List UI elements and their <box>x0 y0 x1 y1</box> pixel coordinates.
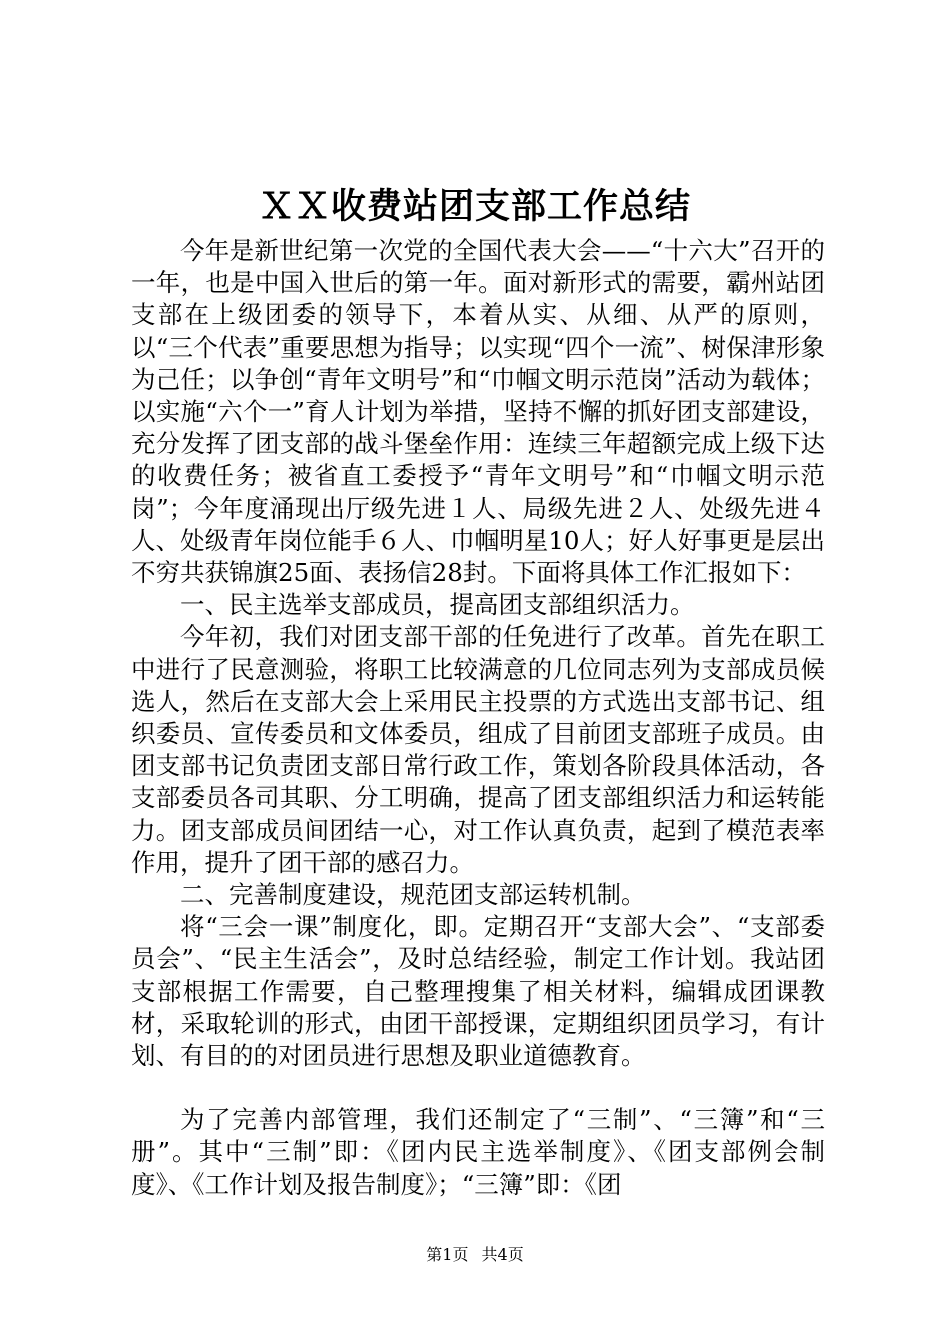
paragraph-section-1: 今年初，我们对团支部干部的任免进行了改革。首先在职工中进行了民意测验，将职工比较满意的几位同志列为支部成员候选人，然后在支部大会上采用民主投票的方式选出支部书记、组织委员、宣传委员和文体委员，组成了目前团支部班子成员。由团支部书记负责团支部日常行政工作，策划各阶段具体活动，各支部委员各司其职、分工明确，提高了团支部组织活力和运转能力。团支部成员间团结一心，对工作认真负责，起到了模范表率作用，提升了团干部的感召力。 <box>131 622 825 877</box>
paragraph-management: 为了完善内部管理，我们还制定了“三制”、“三簿”和“三册”。其中“三制”即：《团内民主选举制度》、《团支部例会制度》、《工作计划及报告制度》；“三簿”即：《团 <box>131 1105 825 1199</box>
section-heading-1: 一、民主选举支部成员，提高团支部组织活力。 <box>180 590 695 620</box>
page-number: 第1页 <box>426 1245 469 1264</box>
blank-line <box>131 1072 825 1104</box>
paragraph-intro: 今年是新世纪第一次党的全国代表大会——“十六大”召开的一年，也是中国入世后的第一年。面对新形式的需要，霸州站团支部在上级团委的领导下，本着从实、从细、从严的原则，以“三个代表”重要思想为指导；以实现“四个一流”、树保津形象为己任；以争创“青年文明号”和“巾帼文明示范岗”活动为载体；以实施“六个一”育人计划为举措，坚持不懈的抓好团支部建设，充分发挥了团支部的战斗堡垒作用：连续三年超额完成上级下达的收费任务；被省直工委授予“青年文明号”和“巾帼文明示范岗”；今年度涌现出厅级先进１人、局级先进２人、处级先进４人、处级青年岗位能手６人、巾帼明星10人；好人好事更是层出不穷共获锦旗25面、表扬信28封。下面将具体工作汇报如下： <box>131 236 825 588</box>
page-footer <box>0 1244 950 1266</box>
document-title: ＸＸ收费站团支部工作总结 <box>258 186 691 227</box>
section-heading-2: 二、完善制度建设，规范团支部运转机制。 <box>180 880 646 910</box>
page-total: 共4页 <box>481 1245 524 1264</box>
paragraph-section-2: 将“三会一课”制度化，即。定期召开“支部大会”、“支部委员会”、“民主生活会”，及时总结经验，制定工作计划。我站团支部根据工作需要，自己整理搜集了相关材料，编辑成团课教材，采取轮训的形式，由团干部授课，定期组织团员学习，有计划、有目的的对团员进行思想及职业道德教育。 <box>131 912 825 1071</box>
document-body <box>131 235 825 1201</box>
